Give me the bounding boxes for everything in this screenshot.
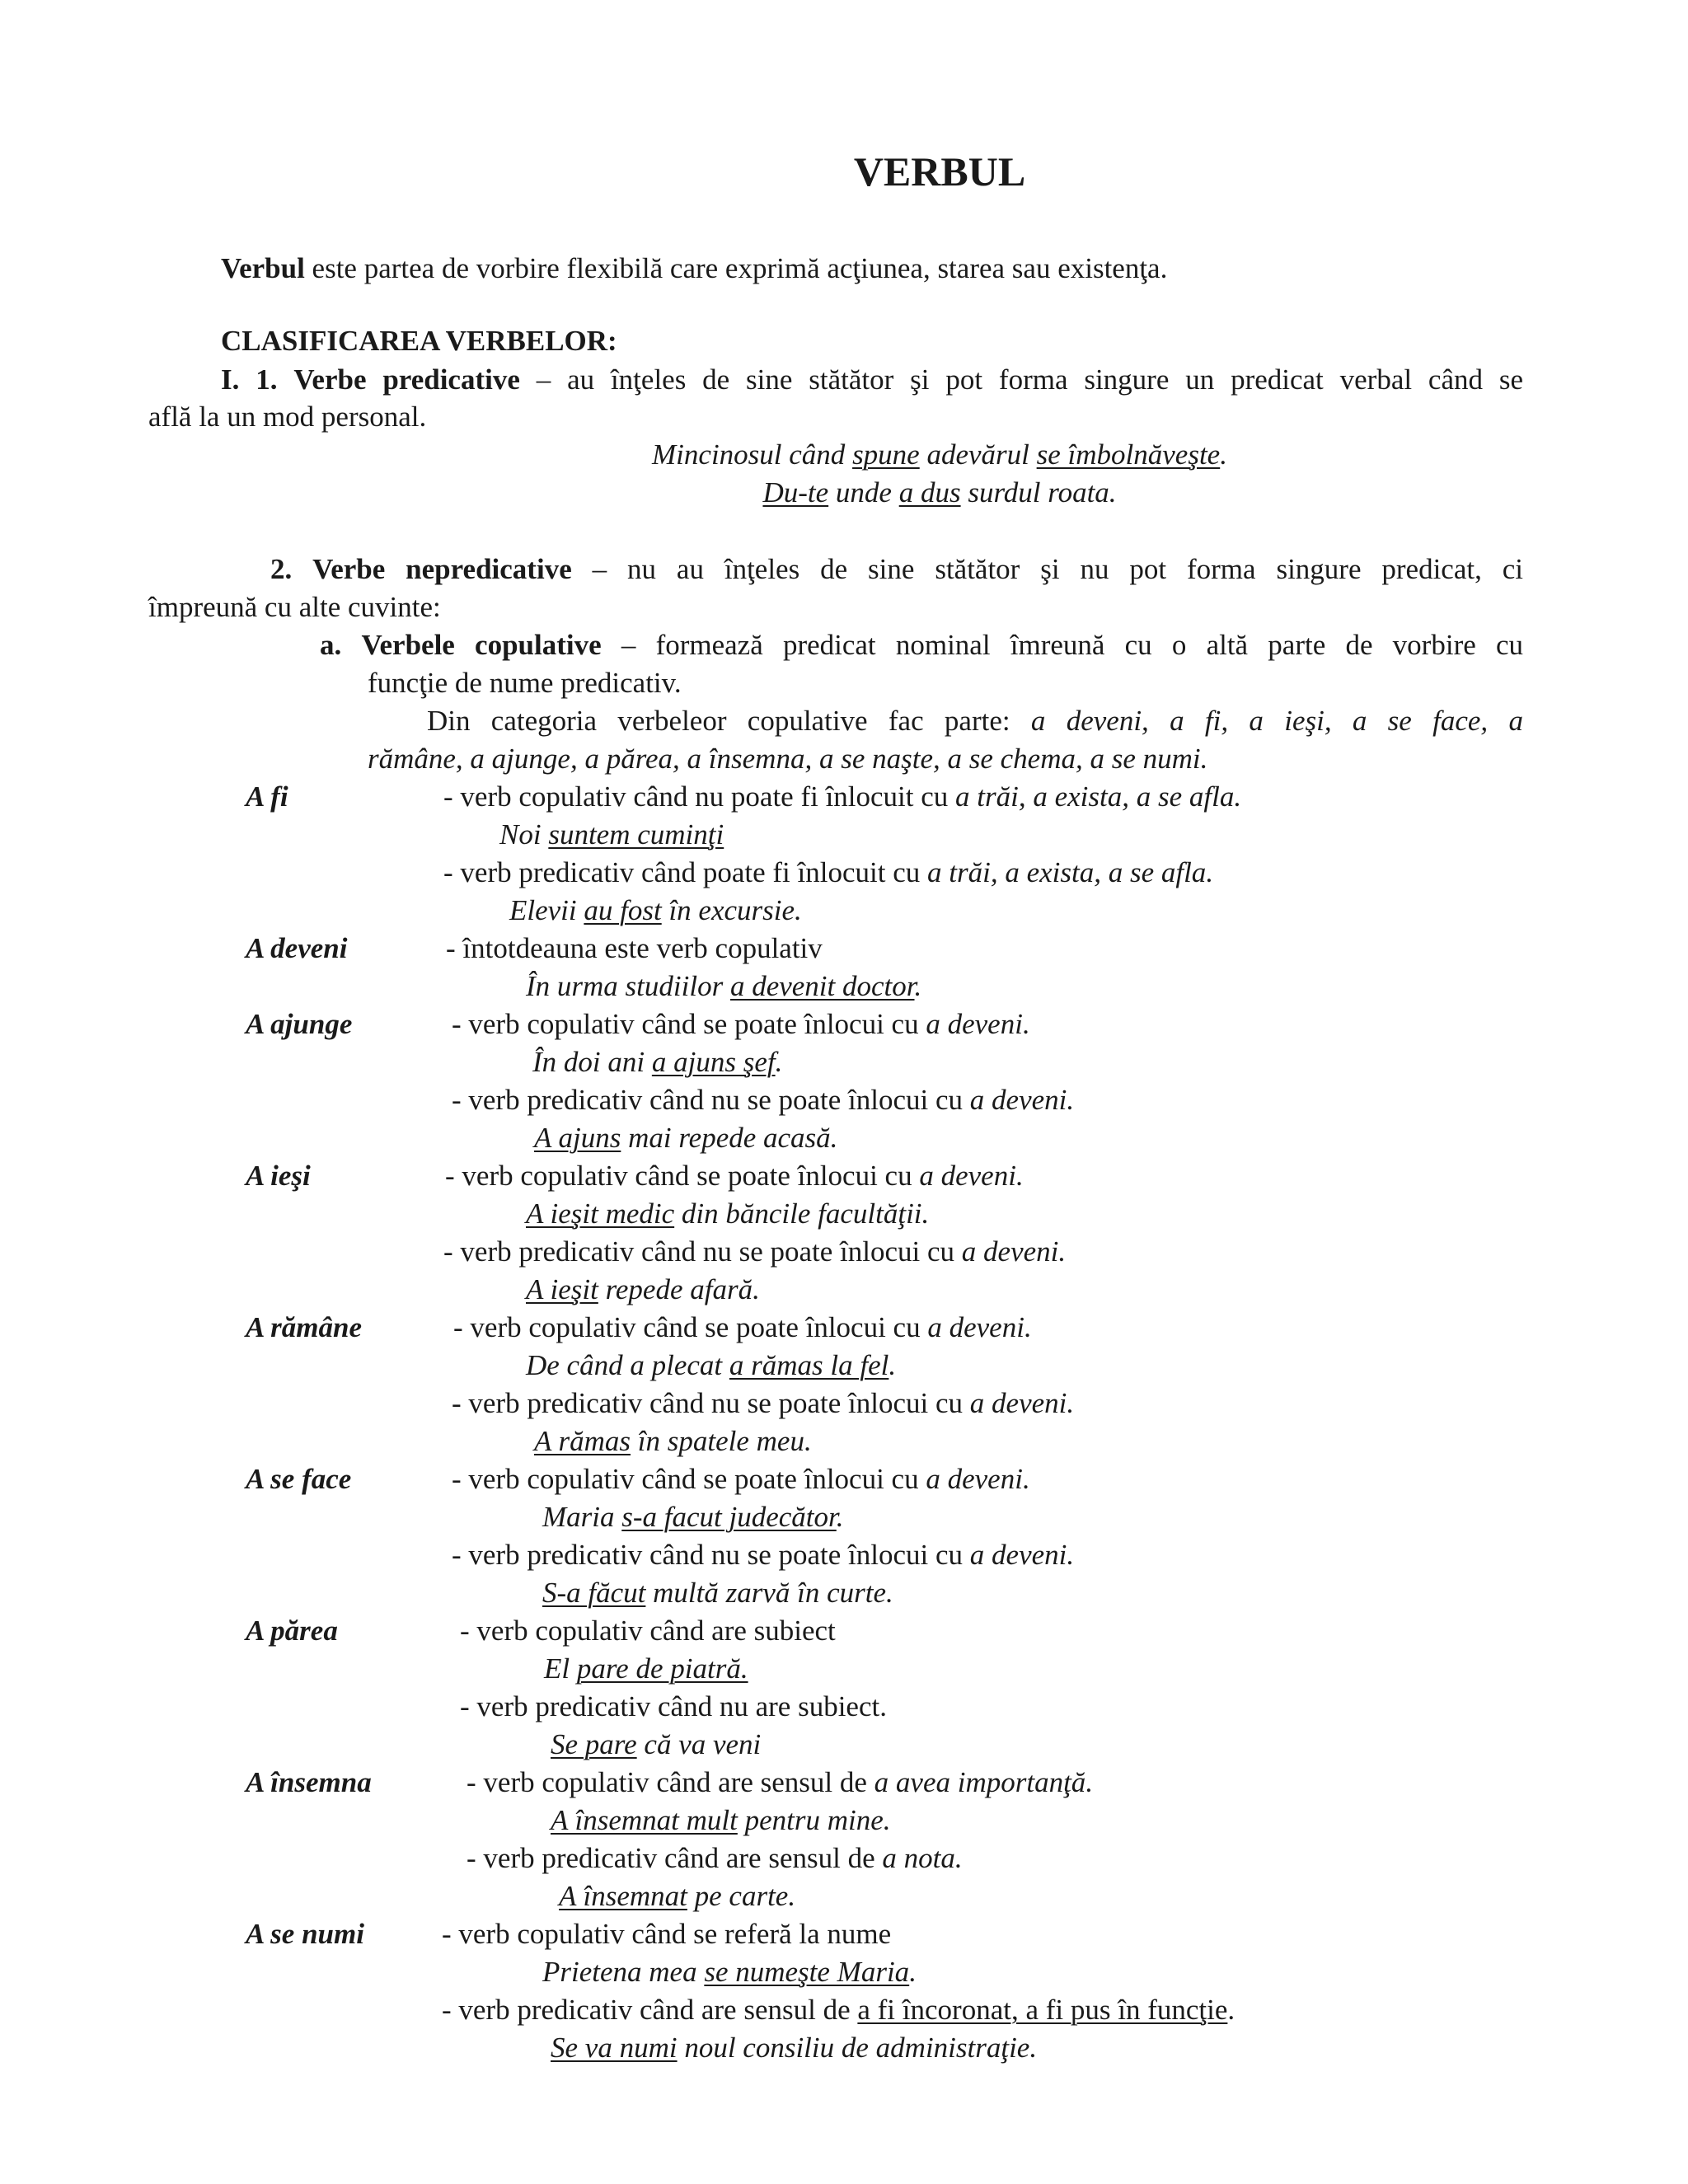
page-title: VERBUL bbox=[853, 148, 1026, 194]
example-sentence bbox=[542, 1955, 917, 1990]
example-text: pentru mine. bbox=[737, 1804, 891, 1836]
example-predicate: spune bbox=[852, 438, 920, 471]
example-predicate: S-a făcut bbox=[542, 1577, 646, 1609]
rule-end: . bbox=[1234, 780, 1242, 813]
example-predicate: a dus bbox=[898, 476, 961, 509]
rule-italic: a deveni. bbox=[961, 1235, 1067, 1268]
example-predicate: Se pare bbox=[551, 1728, 637, 1760]
example-sentence bbox=[499, 818, 724, 852]
rule-copulative bbox=[452, 1462, 1030, 1497]
example-predicate: a rămas la fel bbox=[729, 1349, 889, 1381]
rule-text: - verb predicativ când nu se poate înlocui cu bbox=[452, 1387, 970, 1419]
section1-text: – au înţeles de sine stătător şi pot forma singure un predicat verbal când se bbox=[519, 363, 1524, 396]
example-text: Prietena mea bbox=[542, 1956, 705, 1988]
rule-text: - verb copulativ când se poate înlocui cu bbox=[453, 1311, 928, 1343]
example-sentence bbox=[526, 1197, 929, 1231]
rule-predicative bbox=[443, 1235, 1066, 1269]
section2-number: 2. bbox=[270, 553, 293, 585]
example-text: adevărul bbox=[919, 438, 1037, 471]
verb-term-a-deveni: A deveni bbox=[246, 932, 348, 964]
rule-italic: a trăi, a exista, a se afla bbox=[955, 780, 1235, 813]
sub-a-list-line1 bbox=[427, 704, 1523, 738]
sub-a-line2: funcţie de nume predicativ. bbox=[368, 667, 682, 699]
example-predicate: A rămas bbox=[534, 1425, 631, 1457]
example-text: surdul roata. bbox=[960, 476, 1117, 509]
rule-text: - verb copulativ când se poate înlocui cu bbox=[452, 1463, 926, 1495]
rule-italic: a deveni. bbox=[969, 1084, 1075, 1116]
rule-copulative bbox=[467, 1765, 1093, 1800]
example-predicate: au fost bbox=[584, 894, 662, 926]
sub-a-name: Verbele copulative bbox=[361, 629, 602, 661]
example-predicate: Se va numi bbox=[551, 2032, 678, 2064]
section1-line2: află la un mod personal. bbox=[148, 401, 427, 433]
rule-end: . bbox=[1206, 856, 1214, 888]
rule-predicative bbox=[467, 1841, 963, 1876]
example-sentence bbox=[551, 1803, 891, 1838]
example-predicate: a ajuns şef bbox=[651, 1046, 776, 1078]
example-text: în spatele meu. bbox=[631, 1425, 812, 1457]
section1-line1 bbox=[221, 363, 1523, 397]
example-text: multă zarvă în curte. bbox=[645, 1577, 893, 1609]
rule-italic: a nota bbox=[882, 1842, 955, 1874]
rule-copulative: - verb copulativ când se referă la nume bbox=[442, 1918, 892, 1950]
rule-italic: a avea importanţă bbox=[874, 1766, 1086, 1798]
example-predicate: A ieşit bbox=[526, 1273, 598, 1305]
sub-a-text: – formează predicat nominal îmreună cu o altă parte de vorbire cu bbox=[601, 629, 1523, 661]
rule-predicative bbox=[443, 855, 1213, 890]
definition-text: este partea de vorbire flexibilă care exprimă acţiunea, starea sau existenţa. bbox=[304, 252, 1168, 284]
example-sentence bbox=[526, 1348, 896, 1383]
section2-line2: împreună cu alte cuvinte: bbox=[148, 591, 441, 623]
example-predicate: A ieşit medic bbox=[526, 1197, 675, 1230]
example-text: În urma studiilor bbox=[526, 970, 730, 1002]
verb-term-a-insemna: A însemna bbox=[246, 1766, 372, 1798]
rule-text: - verb predicativ când are sensul de bbox=[467, 1842, 883, 1874]
rule-predicative bbox=[452, 1538, 1074, 1572]
example-text: Mincinosul când bbox=[652, 438, 853, 471]
example-predicate: s-a facut judecător bbox=[621, 1501, 837, 1533]
example-text: . bbox=[914, 970, 922, 1002]
rule-end: . bbox=[1085, 1766, 1094, 1798]
example-sentence bbox=[551, 1727, 761, 1762]
example-text: din băncile facultăţii. bbox=[674, 1197, 930, 1230]
definition-term: Verbul bbox=[221, 252, 305, 284]
example-predicate: a devenit doctor bbox=[729, 970, 915, 1002]
rule-copulative bbox=[443, 780, 1241, 814]
section1-name: Verbe predicative bbox=[293, 363, 520, 396]
rule-italic: a deveni. bbox=[926, 1008, 1030, 1040]
sub-a-list-line2: rămâne, a ajunge, a părea, a însemna, a se naşte, a se chema, a se numi. bbox=[368, 743, 1208, 775]
rule-predicative: - verb predicativ când nu are subiect. bbox=[460, 1690, 887, 1722]
example-predicate: A însemnat mult bbox=[551, 1804, 738, 1836]
verb-term-a-parea: A părea bbox=[246, 1615, 338, 1647]
verb-term-a-ajunge: A ajunge bbox=[246, 1008, 353, 1040]
rule-end: . bbox=[954, 1842, 963, 1874]
example-text: . bbox=[836, 1501, 844, 1533]
example-predicate: A ajuns bbox=[534, 1122, 621, 1154]
section1-example-2 bbox=[0, 476, 1688, 510]
example-sentence bbox=[534, 1121, 837, 1155]
example-predicate: se îmbolnăveşte bbox=[1036, 438, 1221, 471]
example-text: . bbox=[909, 1956, 917, 1988]
rule-predicative bbox=[452, 1083, 1074, 1118]
section2-line1 bbox=[270, 552, 1523, 587]
example-predicate: A însemnat bbox=[559, 1880, 687, 1912]
rule-predicative bbox=[452, 1386, 1074, 1421]
rule-text: - verb predicativ când poate fi înlocuit cu bbox=[443, 856, 927, 888]
section1-number: I. 1. bbox=[221, 363, 278, 396]
rule-copulative: - verb copulativ când are subiect bbox=[460, 1615, 836, 1647]
example-sentence bbox=[526, 1272, 760, 1307]
sub-a-letter: a. bbox=[320, 629, 342, 661]
rule-text: - verb predicativ când nu se poate înlocui cu bbox=[452, 1084, 970, 1116]
rule-text: - verb copulativ când are sensul de bbox=[467, 1766, 874, 1798]
example-text: . bbox=[775, 1046, 783, 1078]
rule-copulative bbox=[452, 1007, 1030, 1042]
example-sentence bbox=[544, 1652, 748, 1686]
rule-copulative: - întotdeauna este verb copulativ bbox=[446, 932, 823, 964]
sub-a-line1 bbox=[320, 628, 1523, 663]
example-predicate: Du-te bbox=[762, 476, 829, 509]
rule-text: - verb predicativ când nu se poate înlocui cu bbox=[452, 1539, 970, 1571]
verb-term-a-iesi: A ieşi bbox=[246, 1160, 311, 1192]
section1-example-1 bbox=[0, 438, 1688, 472]
sub-a-list-intro: Din categoria verbeleor copulative fac parte: bbox=[427, 705, 1031, 737]
verb-term-a-se-numi: A se numi bbox=[246, 1918, 364, 1950]
section2-name: Verbe nepredicative bbox=[312, 553, 572, 585]
rule-italic: a deveni. bbox=[919, 1160, 1024, 1192]
example-sentence bbox=[532, 1045, 782, 1080]
verb-term-a-fi: A fi bbox=[246, 780, 288, 813]
example-sentence bbox=[526, 969, 921, 1004]
example-text: repede afară. bbox=[598, 1273, 760, 1305]
rule-text: - verb copulativ când nu poate fi înlocuit cu bbox=[443, 780, 956, 813]
example-text: Maria bbox=[542, 1501, 622, 1533]
verb-term-a-se-face: A se face bbox=[246, 1463, 352, 1495]
section2-text: – nu au înţeles de sine stătător şi nu pot forma singure predicat, ci bbox=[571, 553, 1524, 585]
sub-a-list: a deveni, a fi, a ieşi, a se face, a bbox=[1030, 705, 1523, 737]
example-text: El bbox=[544, 1652, 577, 1685]
example-text: De când a plecat bbox=[526, 1349, 729, 1381]
example-text: Noi bbox=[499, 818, 549, 851]
rule-predicative bbox=[442, 1993, 1235, 2027]
example-sentence bbox=[542, 1576, 893, 1610]
rule-underlined: a fi încoronat, a fi pus în funcţie bbox=[857, 1994, 1228, 2026]
rule-end: . bbox=[1227, 1994, 1236, 2026]
example-text: . bbox=[1220, 438, 1227, 471]
example-text: Elevii bbox=[509, 894, 584, 926]
example-text: În doi ani bbox=[532, 1046, 652, 1078]
rule-copulative bbox=[453, 1310, 1032, 1345]
example-sentence bbox=[534, 1424, 812, 1459]
rule-text: - verb predicativ când are sensul de bbox=[442, 1994, 858, 2026]
classification-heading: CLASIFICAREA VERBELOR: bbox=[221, 325, 617, 357]
example-text: unde bbox=[828, 476, 899, 509]
rule-text: - verb copulativ când se poate înlocui cu bbox=[452, 1008, 926, 1040]
example-predicate: suntem cuminţi bbox=[548, 818, 724, 851]
example-text: noul consiliu de administraţie. bbox=[677, 2032, 1038, 2064]
example-text: pe carte. bbox=[687, 1880, 796, 1912]
rule-text: - verb copulativ când se poate înlocui cu bbox=[445, 1160, 920, 1192]
rule-italic: a deveni. bbox=[969, 1539, 1075, 1571]
example-sentence bbox=[542, 1500, 844, 1535]
example-predicate: se numeşte Maria bbox=[704, 1956, 910, 1988]
example-text: . bbox=[889, 1349, 897, 1381]
rule-italic: a deveni. bbox=[927, 1311, 1032, 1343]
rule-italic: a deveni. bbox=[969, 1387, 1075, 1419]
rule-text: - verb predicativ când nu se poate înlocui cu bbox=[443, 1235, 962, 1268]
example-text: în excursie. bbox=[661, 894, 802, 926]
example-text: că va veni bbox=[636, 1728, 762, 1760]
rule-italic: a deveni. bbox=[926, 1463, 1030, 1495]
example-text: mai repede acasă. bbox=[621, 1122, 838, 1154]
example-sentence bbox=[509, 893, 802, 928]
definition bbox=[221, 251, 1167, 286]
rule-italic: a trăi, a exista, a se afla bbox=[927, 856, 1207, 888]
example-sentence bbox=[559, 1879, 795, 1914]
example-predicate: pare de piatră. bbox=[576, 1652, 748, 1685]
example-sentence bbox=[551, 2031, 1037, 2065]
rule-copulative bbox=[445, 1159, 1024, 1193]
verb-term-a-ramane: A rămâne bbox=[246, 1311, 363, 1343]
